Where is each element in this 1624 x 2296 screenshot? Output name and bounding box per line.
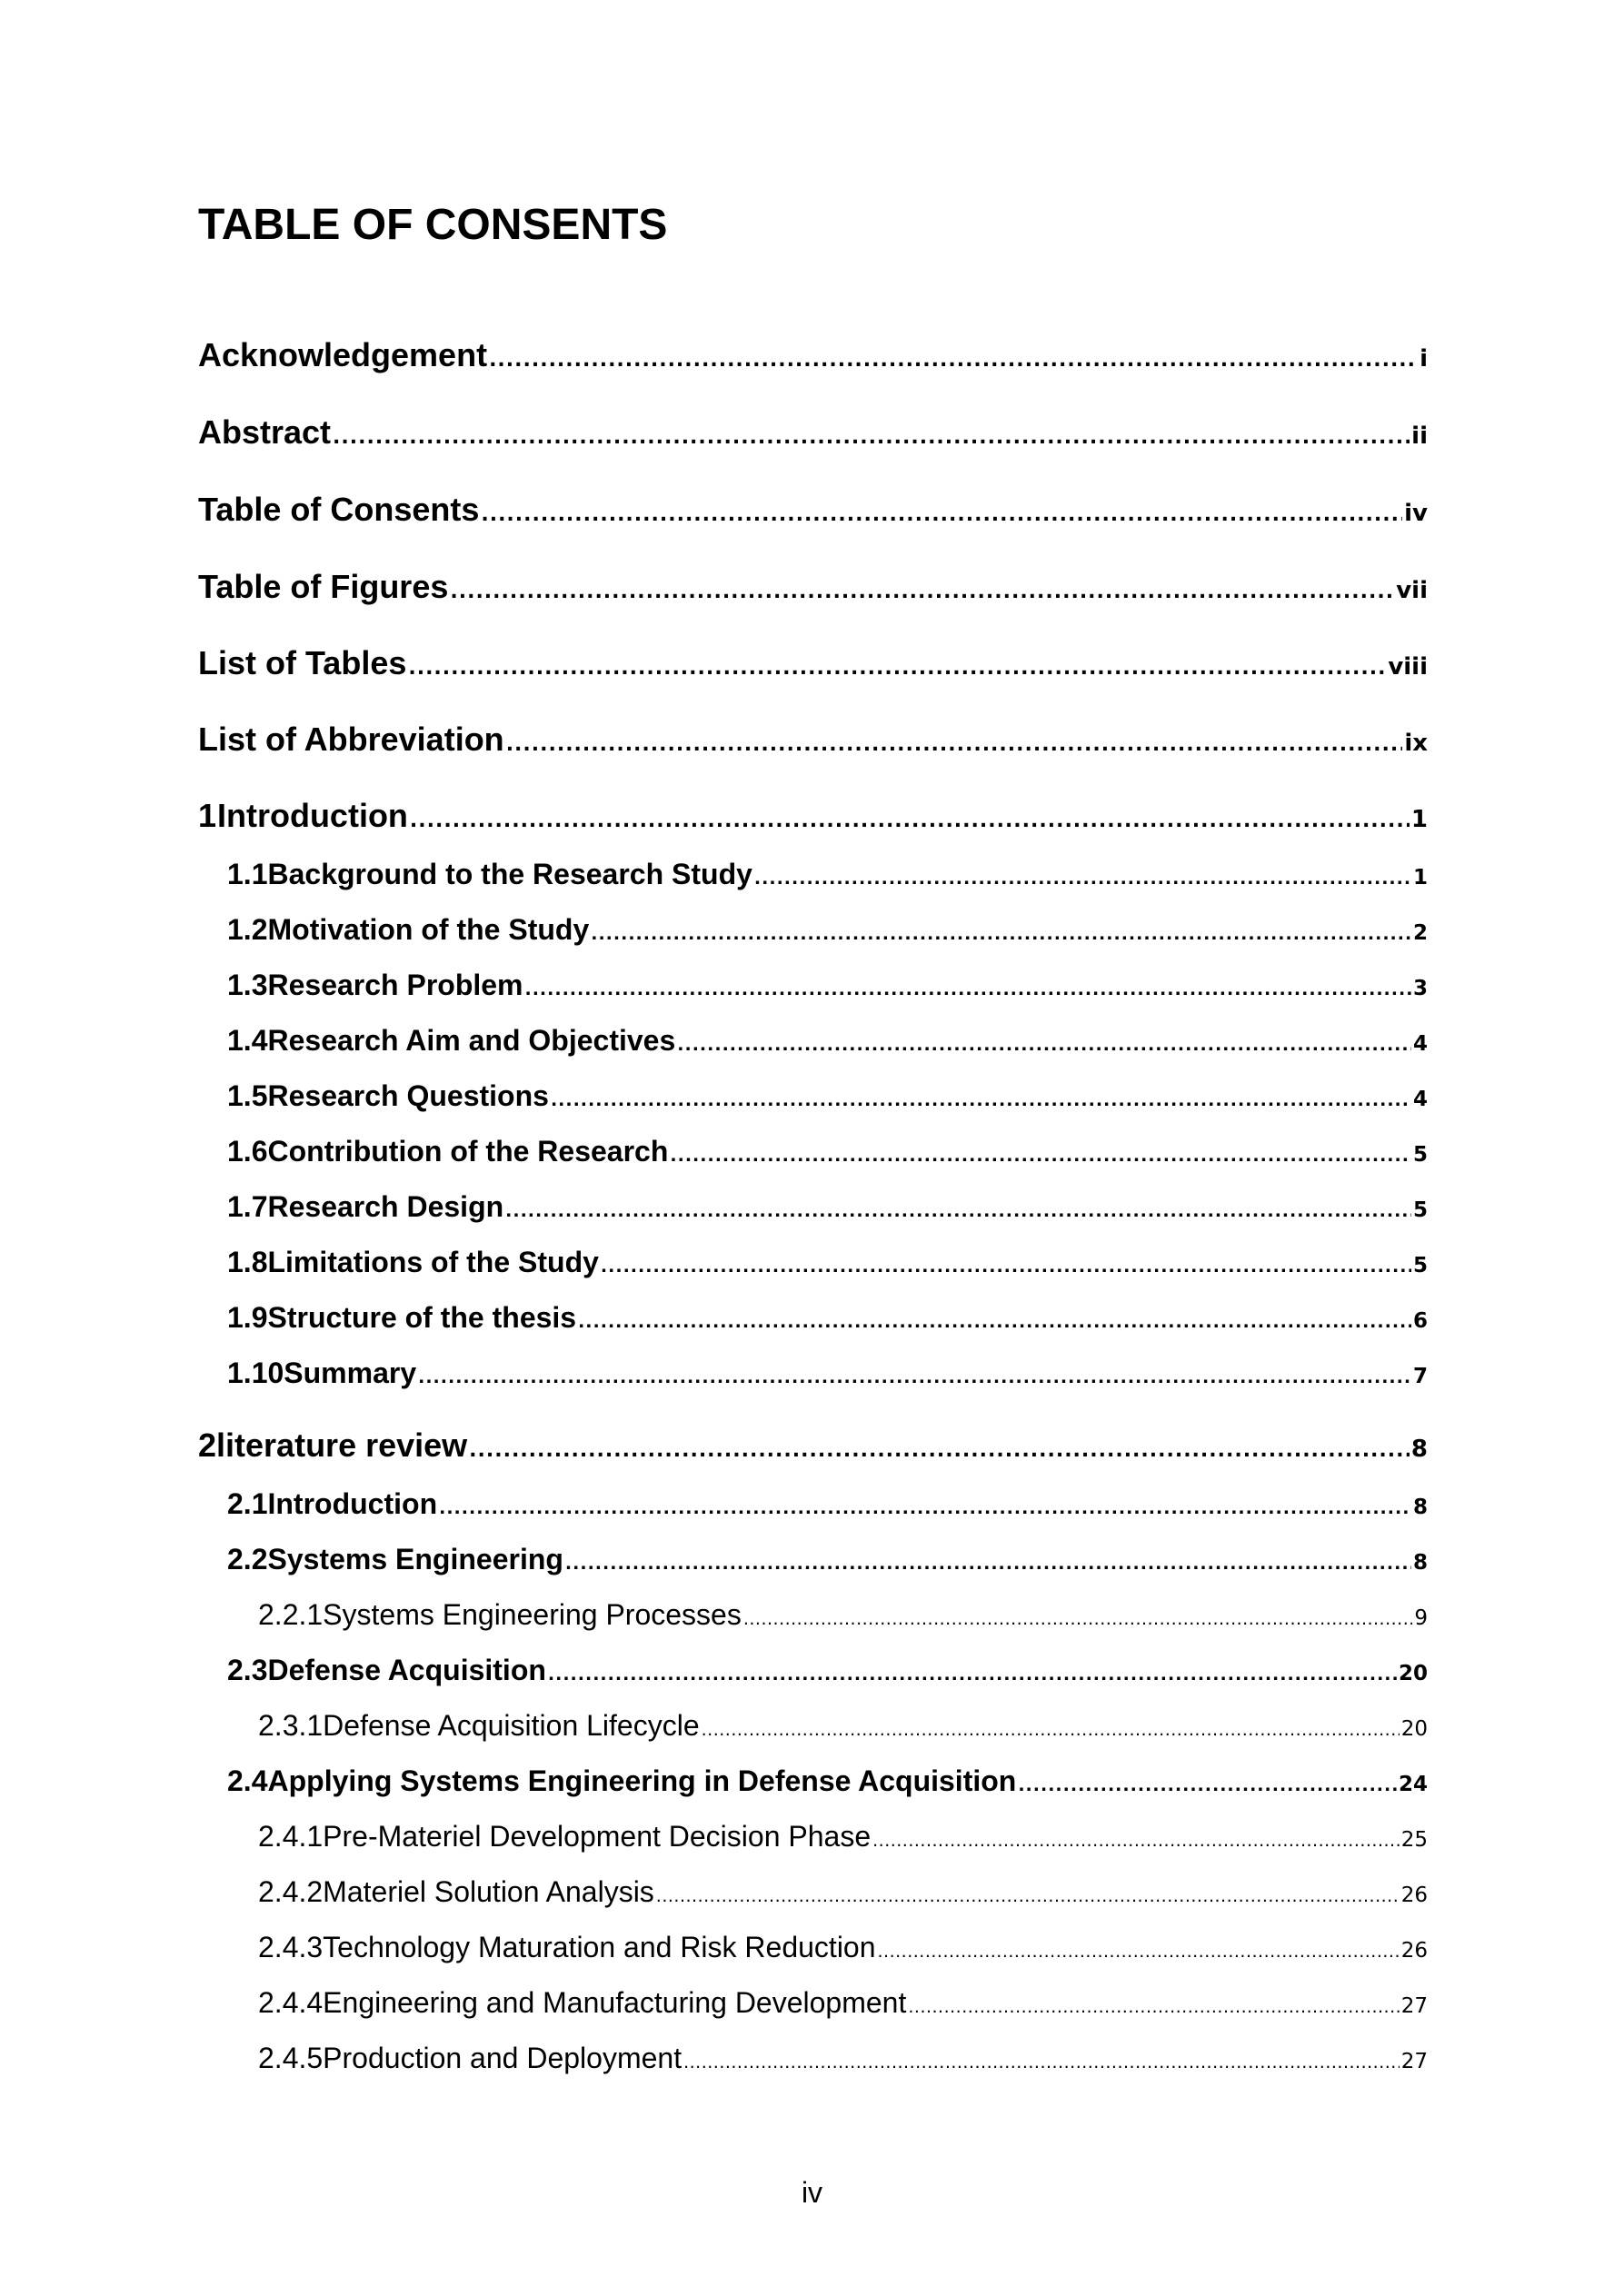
toc-entry-abstract[interactable]	[198, 413, 1428, 452]
toc-entry-number: 1.9	[227, 1301, 268, 1334]
toc-entry-number: 1.6	[227, 1135, 268, 1168]
toc-subsection-2-2-1[interactable]	[258, 1598, 1428, 1632]
toc-entry-label: Pre-Materiel Development Decision Phase	[323, 1820, 872, 1853]
toc-section-1-7[interactable]	[227, 1190, 1428, 1224]
toc-entry-acknowledgement[interactable]	[198, 336, 1428, 374]
toc-entry-page: 5	[1412, 1198, 1428, 1222]
toc-entry-page: 27	[1400, 2050, 1428, 2073]
toc-entry-label: Table of Figures	[198, 568, 449, 605]
toc-entry-number: 1.4	[227, 1024, 268, 1057]
toc-entry-page: 1	[1412, 866, 1428, 890]
toc-entry-page: 20	[1400, 1717, 1428, 1741]
toc-entry-label: Introduction	[216, 797, 408, 834]
toc-chapter-1[interactable]	[198, 797, 1428, 835]
toc-entry-label: Table of Consents	[198, 491, 480, 528]
toc-entry-label: Background to the Research Study	[267, 858, 752, 890]
toc-dot-leader	[908, 1997, 1399, 2017]
toc-entry-label: Applying Systems Engineering in Defense Acquisition	[267, 1764, 1017, 1797]
toc-entry-label: literature review	[216, 1426, 468, 1464]
toc-section-1-1[interactable]	[227, 858, 1428, 891]
toc-entry-page: viii	[1388, 653, 1428, 681]
toc-entry-page: 1	[1410, 806, 1428, 833]
toc-dot-leader	[743, 1609, 1413, 1629]
toc-entry-label: List of Tables	[198, 644, 407, 681]
toc-entry-page: 26	[1400, 1939, 1428, 1963]
toc-dot-leader	[872, 1831, 1400, 1851]
toc-dot-leader	[677, 1035, 1411, 1055]
page-title: TABLE OF CONSENTS	[198, 201, 668, 249]
toc-subsection-2-4-4[interactable]	[258, 1986, 1428, 2020]
toc-dot-leader	[489, 349, 1418, 372]
toc-section-2-2[interactable]	[227, 1543, 1428, 1576]
toc-entry-number: 1.7	[227, 1190, 268, 1223]
toc-section-1-5[interactable]	[227, 1079, 1428, 1113]
toc-entry-page: iv	[1404, 500, 1428, 527]
toc-chapter-2[interactable]	[198, 1426, 1428, 1465]
toc-entry-page: vii	[1396, 577, 1428, 604]
toc-entry-page: 8	[1410, 1436, 1428, 1463]
toc-entry-label: List of Abbreviation	[198, 721, 504, 758]
toc-entry-label: Systems Engineering	[267, 1543, 563, 1575]
toc-entry-number: 2.3	[227, 1654, 268, 1686]
toc-entry-label: Research Aim and Objectives	[267, 1024, 676, 1057]
toc-entry-label: Systems Engineering Processes	[323, 1598, 742, 1631]
toc-entry-number: 1.1	[227, 858, 268, 890]
toc-dot-leader	[481, 503, 1402, 526]
toc-entry-number: 2.4.3	[258, 1931, 324, 1963]
toc-dot-leader	[408, 657, 1386, 680]
toc-entry-page: 6	[1412, 1309, 1428, 1333]
toc-entry-page: 2	[1412, 921, 1428, 945]
toc-subsection-2-4-3[interactable]	[258, 1931, 1428, 1964]
toc-entry-number: 2.4.2	[258, 1875, 324, 1908]
toc-dot-leader	[591, 924, 1411, 944]
toc-entry-label: Summary	[284, 1357, 417, 1389]
toc-dot-leader	[439, 1498, 1411, 1518]
toc-section-1-8[interactable]	[227, 1246, 1428, 1279]
toc-entry-number: 2	[198, 1426, 217, 1464]
toc-dot-leader	[410, 810, 1410, 832]
toc-entry-page: 9	[1414, 1606, 1428, 1630]
toc-entry-page: 24	[1398, 1773, 1428, 1796]
toc-entry-list-of-tables[interactable]	[198, 644, 1428, 682]
toc-entry-number: 1	[198, 797, 217, 834]
toc-entry-number: 2.4.5	[258, 2042, 324, 2074]
toc-entry-number: 2.2.1	[258, 1598, 324, 1631]
toc-entry-number: 1.5	[227, 1079, 268, 1112]
toc-section-2-3[interactable]	[227, 1654, 1428, 1687]
toc-entry-label: Introduction	[267, 1487, 438, 1520]
toc-entry-page: 7	[1412, 1365, 1428, 1388]
toc-entry-page: 3	[1412, 977, 1428, 1000]
toc-entry-label: Research Design	[267, 1190, 504, 1223]
toc-dot-leader	[670, 1146, 1411, 1166]
toc-section-1-9[interactable]	[227, 1301, 1428, 1335]
toc-dot-leader	[565, 1554, 1411, 1574]
toc-dot-leader	[525, 979, 1411, 999]
toc-dot-leader	[683, 2052, 1400, 2072]
toc-entry-number: 1.8	[227, 1246, 268, 1278]
toc-entry-number: 2.4	[227, 1764, 268, 1797]
toc-entry-page: 8	[1412, 1551, 1428, 1575]
toc-entry-page: ii	[1411, 422, 1428, 450]
toc-subsection-2-3-1[interactable]	[258, 1709, 1428, 1743]
toc-entry-page: 4	[1412, 1088, 1428, 1111]
toc-subsection-2-4-5[interactable]	[258, 2042, 1428, 2075]
toc-dot-leader	[754, 869, 1411, 889]
toc-entry-label: Defense Acquisition Lifecycle	[323, 1709, 700, 1742]
toc-dot-leader	[505, 1201, 1411, 1221]
toc-dot-leader	[469, 1439, 1410, 1462]
toc-entry-number: 2.4.1	[258, 1820, 324, 1853]
toc-dot-leader	[601, 1257, 1411, 1277]
toc-section-2-1[interactable]	[227, 1487, 1428, 1521]
toc-dot-leader	[702, 1720, 1400, 1740]
toc-entry-page: 27	[1400, 1994, 1428, 2018]
toc-section-1-10[interactable]	[227, 1357, 1428, 1390]
toc-entry-label: Research Questions	[267, 1079, 549, 1112]
toc-entry-table-of-consents[interactable]	[198, 491, 1428, 529]
toc-entry-label: Limitations of the Study	[267, 1246, 599, 1278]
toc-entry-label: Contribution of the Research	[267, 1135, 669, 1168]
toc-entry-table-of-figures[interactable]	[198, 568, 1428, 606]
toc-entry-number: 2.1	[227, 1487, 268, 1520]
toc-entry-list-of-abbreviation[interactable]	[198, 721, 1428, 759]
toc-entry-label: Acknowledgement	[198, 336, 488, 373]
toc-dot-leader	[656, 1886, 1400, 1906]
toc-entry-page: 8	[1412, 1496, 1428, 1519]
toc-entry-page: 20	[1398, 1662, 1428, 1685]
page-number: iv	[801, 2176, 823, 2209]
toc-dot-leader	[551, 1090, 1411, 1110]
toc-entry-label: Production and Deployment	[323, 2042, 682, 2074]
toc-entry-label: Engineering and Manufacturing Development	[323, 1986, 907, 2019]
toc-section-1-4[interactable]	[227, 1024, 1428, 1058]
toc-entry-page: i	[1420, 345, 1428, 373]
toc-entry-label: Technology Maturation and Risk Reduction	[323, 1931, 876, 1963]
toc-entry-label: Research Problem	[267, 969, 523, 1001]
toc-entry-label: Structure of the thesis	[267, 1301, 577, 1334]
toc-entry-page: 4	[1412, 1032, 1428, 1056]
toc-entry-number: 1.2	[227, 913, 268, 946]
toc-entry-number: 2.4.4	[258, 1986, 324, 2019]
toc-entry-number: 2.2	[227, 1543, 268, 1575]
toc-entry-label: Abstract	[198, 413, 332, 451]
toc-entry-label: Materiel Solution Analysis	[323, 1875, 654, 1908]
toc-entry-label: Defense Acquisition	[267, 1654, 546, 1686]
toc-dot-leader	[506, 733, 1403, 756]
toc-entry-page: 25	[1400, 1828, 1428, 1852]
toc-entry-page: 5	[1412, 1143, 1428, 1167]
toc-entry-page: ix	[1404, 730, 1428, 757]
toc-dot-leader	[1018, 1775, 1397, 1795]
toc-dot-leader	[418, 1367, 1411, 1387]
toc-entry-number: 1.10	[227, 1357, 284, 1389]
toc-section-1-6[interactable]	[227, 1135, 1428, 1168]
toc-dot-leader	[548, 1665, 1397, 1685]
toc-dot-leader	[333, 426, 1410, 449]
toc-section-1-3[interactable]	[227, 969, 1428, 1002]
toc-section-1-2[interactable]	[227, 913, 1428, 947]
toc-entry-number: 1.3	[227, 969, 268, 1001]
toc-dot-leader	[450, 581, 1394, 603]
toc-dot-leader	[878, 1942, 1400, 1962]
toc-dot-leader	[578, 1312, 1411, 1332]
toc-section-2-4[interactable]	[227, 1764, 1428, 1798]
toc-subsection-2-4-2[interactable]	[258, 1875, 1428, 1909]
toc-entry-page: 5	[1412, 1254, 1428, 1277]
toc-entry-page: 26	[1400, 1884, 1428, 1907]
toc-entry-label: Motivation of the Study	[267, 913, 590, 946]
toc-entry-number: 2.3.1	[258, 1709, 324, 1742]
toc-subsection-2-4-1[interactable]	[258, 1820, 1428, 1854]
